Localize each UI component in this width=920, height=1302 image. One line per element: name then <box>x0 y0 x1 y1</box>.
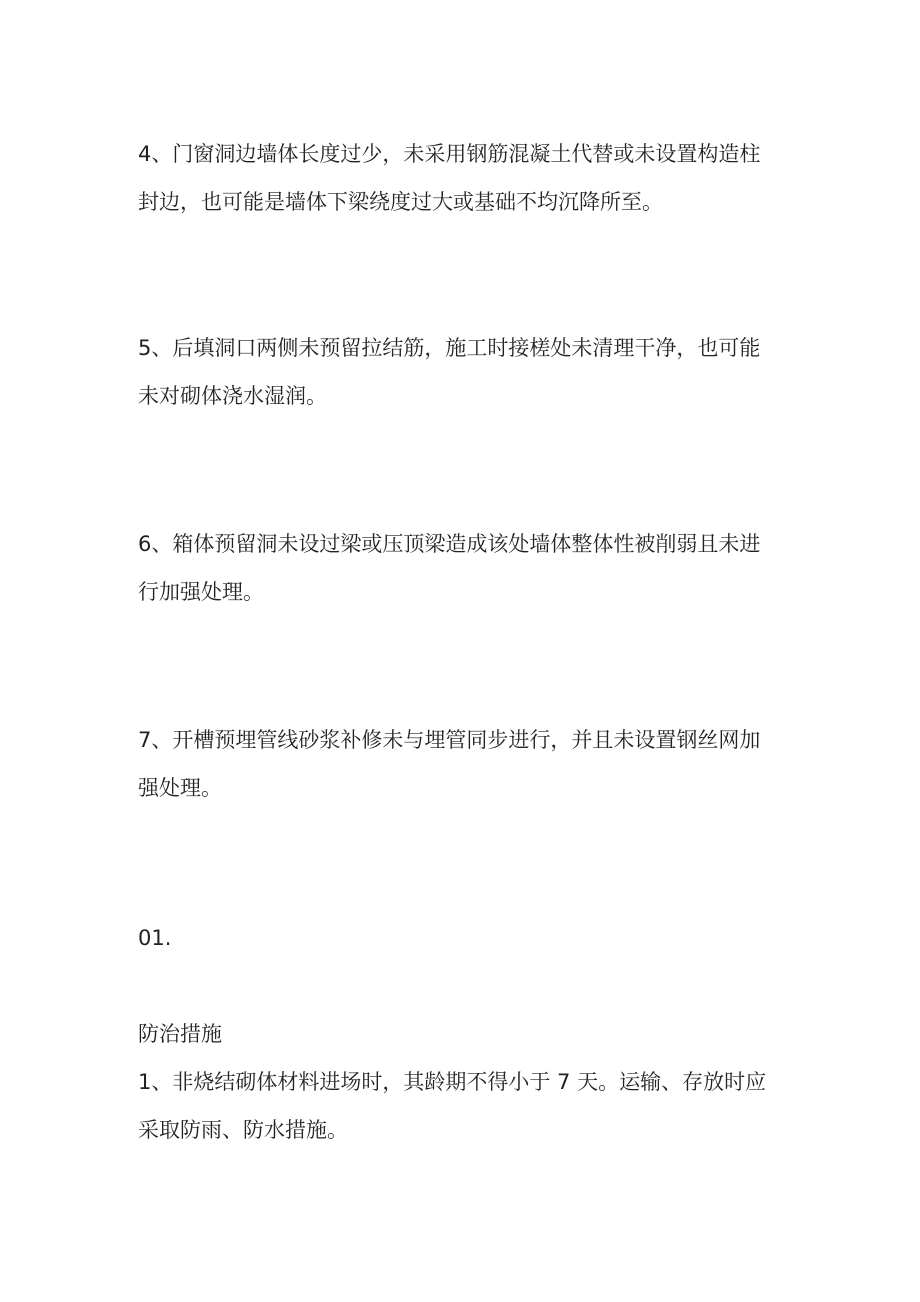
measure-item-1 <box>138 1058 788 1154</box>
text-line: 4、门窗洞边墙体长度过少，未采用钢筋混凝土代替或未设置构造柱 <box>138 142 761 166</box>
cause-item-4 <box>138 130 788 226</box>
text-line: 行加强处理。 <box>138 580 264 604</box>
text-line: 5、后填洞口两侧未预留拉结筋，施工时接槎处未清理干净，也可能 <box>138 336 761 360</box>
section-number: 01. <box>138 926 172 950</box>
text-line: 6、箱体预留洞未设过梁或压顶梁造成该处墙体整体性被削弱且未进 <box>138 532 761 556</box>
text-line: 1、非烧结砌体材料进场时，其龄期不得小于 7 天。运输、存放时应 <box>138 1070 767 1094</box>
text-line: 强处理。 <box>138 776 222 800</box>
cause-item-6 <box>138 520 788 616</box>
cause-item-5 <box>138 324 788 420</box>
text-line: 采取防雨、防水措施。 <box>138 1118 348 1142</box>
text-line: 封边，也可能是墙体下梁绕度过大或基础不均沉降所至。 <box>138 190 663 214</box>
text-line: 未对砌体浇水湿润。 <box>138 384 327 408</box>
text-line: 7、开槽预埋管线砂浆补修未与埋管同步进行，并且未设置钢丝网加 <box>138 728 761 752</box>
cause-item-7 <box>138 716 788 812</box>
section-title: 防治措施 <box>138 1022 222 1046</box>
